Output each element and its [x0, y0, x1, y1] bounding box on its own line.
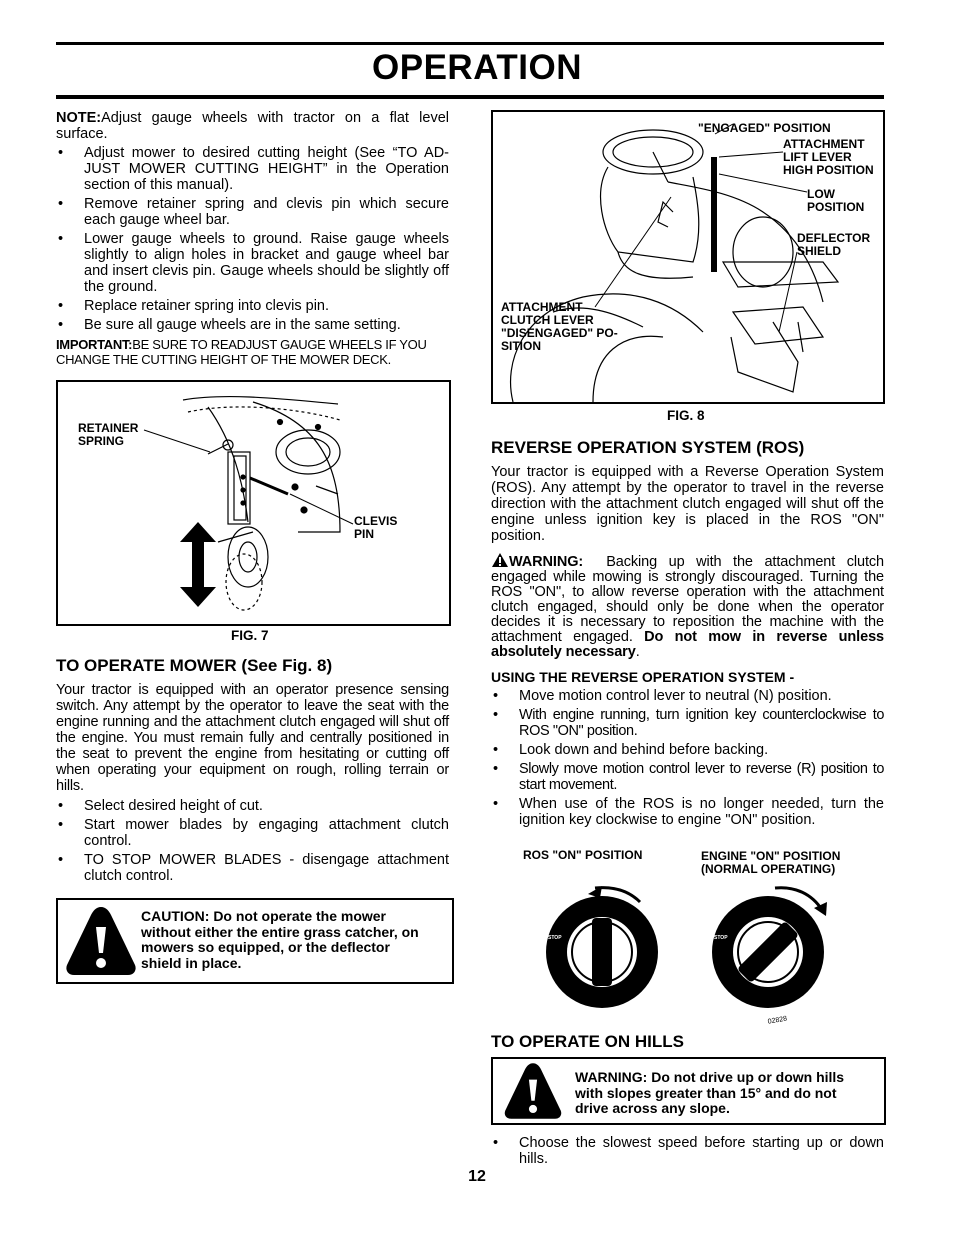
- stop-label: STOP: [714, 935, 728, 941]
- warning-triangle-icon: [491, 552, 509, 568]
- list-item: • Look down and behind before backing.: [491, 742, 884, 758]
- caution-text: CAUTION: Do not operate the mower without either the entire grass catcher, on mowers so equipped, or the deflector shield in place.: [141, 908, 419, 971]
- mower-heading: TO OPERATE MOWER (See Fig. 8): [56, 656, 333, 675]
- important-text: BE SURE TO READJUST GAUGE WHEELS IF YOU CHANGE THE CUTTING HEIGHT OF THE MOWER DECK.: [56, 337, 427, 367]
- list-item: • Start mower blades by engaging attachment clutch control.: [56, 817, 449, 849]
- list-item: • Select desired height of cut.: [56, 798, 449, 814]
- page-number: 12: [468, 1168, 486, 1185]
- hills-warning-icon: [500, 1060, 566, 1122]
- part-number: 02828: [767, 1015, 788, 1026]
- lift-lever-label: ATTACHMENT LIFT LEVER HIGH POSITION: [783, 137, 874, 177]
- ros-warning-paragraph: WARNING: Backing up with the attachment clutch engaged while mowing is strongly discouraged. Turning the ROS "ON", to allow reverse operation with the attachment clutch engaged, should only be done when the operator decides it is necessary to reposition the machine with the attachment engaged. Do not mow in reverse unless absolutely necessary.: [491, 554, 885, 660]
- fig7-drawing: [58, 382, 449, 624]
- list-item: • Adjust mower to desired cutting height (See “TO AD-JUST MOWER CUTTING HEIGHT” in the Operation section of this manual).: [56, 145, 449, 193]
- list-item: • Be sure all gauge wheels are in the same setting.: [56, 317, 449, 333]
- note-paragraph: [56, 110, 449, 142]
- ignition-switch-diagram: [520, 880, 860, 1026]
- hills-section: [491, 1032, 884, 1052]
- ros-paragraph: Your tractor is equipped with a Reverse Operation System (ROS). Any attempt by the operator to travel in the reverse direction with the attachment clutch engaged will shut off the engine unless ignition key is placed in the ROS "ON" position.: [491, 464, 884, 544]
- list-item: • Move motion control lever to neutral (N) position.: [491, 688, 884, 704]
- engine-on-position-label: ENGINE "ON" POSITION (NORMAL OPERATING): [701, 849, 841, 876]
- mower-steps: [56, 798, 449, 884]
- retainer-spring-label: RETAINER SPRING: [78, 421, 139, 448]
- ros-heading: REVERSE OPERATION SYSTEM (ROS): [491, 438, 805, 457]
- list-item: • Slowly move motion control lever to reverse (R) position to start movement.: [491, 761, 884, 793]
- list-item: • Lower gauge wheels to ground. Raise gauge wheels slightly to align holes in bracket and gauge wheel bar and insert clevis pin. Gauge wheels should be slightly off the ground.: [56, 231, 449, 295]
- hills-list-block: [491, 1135, 884, 1167]
- list-item: • When use of the ROS is no longer needed, turn the ignition key clockwise to engine "ON" position.: [491, 796, 884, 828]
- fig8-box: [491, 110, 885, 404]
- note-text: Adjust gauge wheels with tractor on a flat level surface.: [56, 110, 449, 142]
- list-item: • TO STOP MOWER BLADES - disengage attachment clutch control.: [56, 852, 449, 884]
- list-item: • With engine running, turn ignition key counterclockwise to ROS "ON" position.: [491, 707, 884, 739]
- fig8-caption: FIG. 8: [667, 408, 705, 423]
- clevis-pin-label: CLEVIS PIN: [354, 514, 398, 541]
- hills-warning-box: [491, 1057, 886, 1125]
- ros-steps: [491, 688, 884, 828]
- hills-steps: [491, 1135, 884, 1167]
- fig7-caption: FIG. 7: [231, 628, 269, 643]
- up-down-arrow-icon: [180, 522, 216, 607]
- list-item: • Replace retainer spring into clevis pin.: [56, 298, 449, 314]
- warning-text: Backing up with the attachment clutch engaged while mowing is strongly discouraged. Turning the ROS "ON", to allow reverse operation with the attachment clutch engaged, should only be done when the operator decides it is necessary to reposition the machine with the attachment engaged.: [491, 554, 884, 645]
- warning-bold-text: Do not mow in reverse unless absolutely necessary: [491, 629, 885, 660]
- low-position-label: LOW POSITION: [807, 187, 865, 214]
- mower-paragraph: Your tractor is equipped with an operator presence sensing switch. Any attempt by the operator to leave the seat with the engine running and the attachment clutch engaged will shut off the engine. You must remain fully and centrally positioned in the seat to prevent the engine from hesitating or cutting off when operating your equipment on rough, rolling terrain or hills.: [56, 682, 449, 794]
- ros-on-position-label: ROS "ON" POSITION: [523, 848, 643, 862]
- warning-label: WARNING:: [509, 554, 584, 570]
- top-rule: [56, 42, 884, 45]
- stop-label: STOP: [548, 935, 562, 941]
- using-ros-heading: USING THE REVERSE OPERATION SYSTEM -: [491, 669, 795, 685]
- title-rule: [56, 95, 884, 99]
- important-label: IMPORTANT:: [56, 337, 133, 352]
- caution-box: [56, 898, 454, 984]
- left-column-top: [56, 110, 449, 367]
- hills-warning-text: WARNING: Do not drive up or down hills with slopes greater than 15° and do not drive across any slope.: [575, 1069, 845, 1116]
- list-item: • Choose the slowest speed before starting up or down hills.: [491, 1135, 884, 1167]
- engaged-position-label: "ENGAGED" POSITION: [698, 121, 831, 135]
- note-label: NOTE:: [56, 110, 102, 126]
- page-title: OPERATION: [372, 48, 582, 87]
- deflector-shield-label: DEFLECTOR SHIELD: [797, 231, 871, 258]
- gauge-wheel-steps: [56, 145, 449, 333]
- clutch-lever-label: ATTACHMENT CLUTCH LEVER "DISENGAGED" PO-SITION: [501, 300, 618, 353]
- left-column-bottom: [56, 656, 449, 884]
- right-column: [491, 438, 884, 828]
- important-paragraph: [56, 337, 449, 367]
- caution-icon: [63, 903, 139, 979]
- list-item: • Remove retainer spring and clevis pin which secure each gauge wheel bar.: [56, 196, 449, 228]
- hills-heading: TO OPERATE ON HILLS: [491, 1032, 684, 1051]
- ros-on-switch: [546, 886, 658, 1008]
- engine-on-switch: [712, 888, 827, 1008]
- fig7-box: [56, 380, 451, 626]
